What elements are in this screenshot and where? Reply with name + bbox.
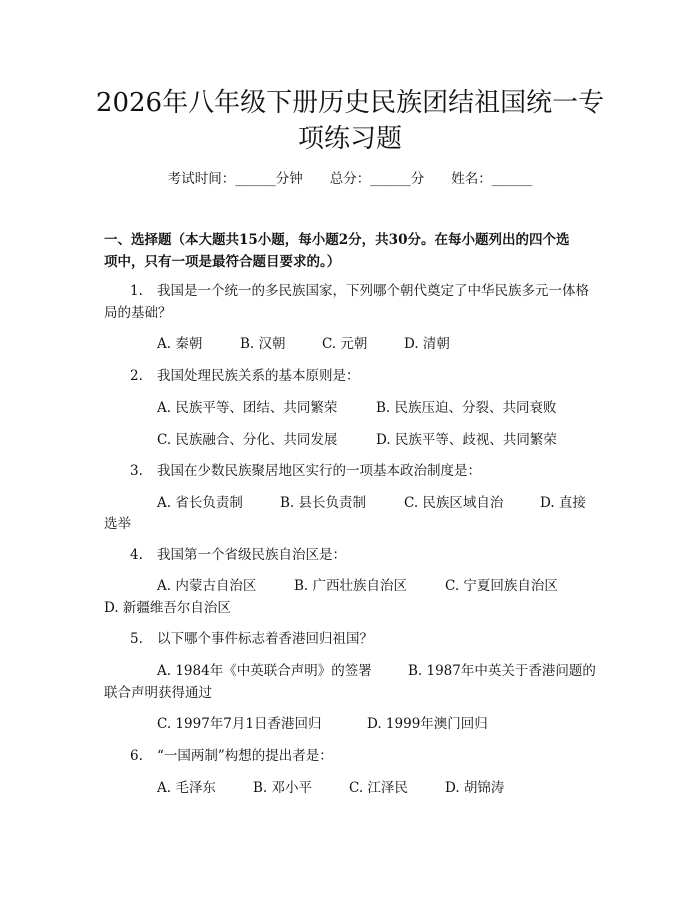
option-c: C. 宁夏回族自治区 <box>445 578 558 594</box>
question-text: “一国两制”构想的提出者是： <box>157 748 333 764</box>
option-c: C. 1997年7月1日香港回归 <box>157 716 322 732</box>
question-text: 我国是一个统一的多民族国家，下列哪个朝代奠定了中华民族多元一体格 <box>157 283 589 299</box>
question-number: 4. <box>130 547 143 563</box>
question-number: 5. <box>130 631 143 647</box>
option-a: A. 1984年《中英联合声明》的签署 <box>157 663 372 679</box>
section-heading-line-1: 一、选择题（本大题共15小题，每小题2分，共30分。在每小题列出的四个选 <box>104 232 570 248</box>
option-c: C. 元朝 <box>322 336 368 352</box>
option-a: A. 省长负责制 <box>157 495 243 511</box>
page-title-line-2: 项练习题 <box>297 124 402 154</box>
option-a: A. 民族平等、团结、共同繁荣 <box>157 400 338 416</box>
option-c: C. 民族融合、分化、共同发展 <box>157 432 338 448</box>
question-number: 1. <box>130 283 143 299</box>
option-d: D. 清朝 <box>404 336 450 352</box>
option-d: D. 直接 <box>540 495 586 511</box>
option-b: B. 广西壮族自治区 <box>294 578 408 594</box>
question-text: 我国处理民族关系的基本原则是： <box>157 368 360 384</box>
option-b: B. 县长负责制 <box>280 495 367 511</box>
option-b-continued: 联合声明获得通过 <box>104 685 212 701</box>
option-a: A. 秦朝 <box>157 336 203 352</box>
question-text: 以下哪个事件标志着香港回归祖国？ <box>157 631 373 647</box>
option-c: C. 江泽民 <box>349 780 408 796</box>
question-text: 我国在少数民族聚居地区实行的一项基本政治制度是： <box>157 463 481 479</box>
question-text-continued: 局的基础？ <box>104 305 172 321</box>
question-number: 6. <box>130 748 143 764</box>
option-d: D. 胡锦涛 <box>445 780 505 796</box>
option-b: B. 1987年中英关于香港问题的 <box>408 663 596 679</box>
page-title-line-1: 2026年八年级下册历史民族团结祖国统一专 <box>95 88 605 118</box>
exam-info-line: 考试时间：______分钟 总分：______分 姓名：______ <box>167 171 533 187</box>
option-a: A. 内蒙古自治区 <box>157 578 257 594</box>
question-text: 我国第一个省级民族自治区是： <box>157 547 346 563</box>
option-b: B. 民族压迫、分裂、共同衰败 <box>376 400 557 416</box>
option-c: C. 民族区域自治 <box>404 495 504 511</box>
option-d-continued: 选举 <box>104 516 131 532</box>
question-number: 2. <box>130 368 143 384</box>
section-heading-line-2: 项中，只有一项是最符合题目要求的。） <box>104 254 341 270</box>
option-a: A. 毛泽东 <box>157 780 216 796</box>
option-d: D. 1999年澳门回归 <box>367 716 488 732</box>
option-d: D. 民族平等、歧视、共同繁荣 <box>376 432 557 448</box>
option-b: B. 汉朝 <box>240 336 286 352</box>
question-number: 3. <box>130 463 143 479</box>
option-b: B. 邓小平 <box>253 780 313 796</box>
option-d: D. 新疆维吾尔自治区 <box>104 600 231 616</box>
